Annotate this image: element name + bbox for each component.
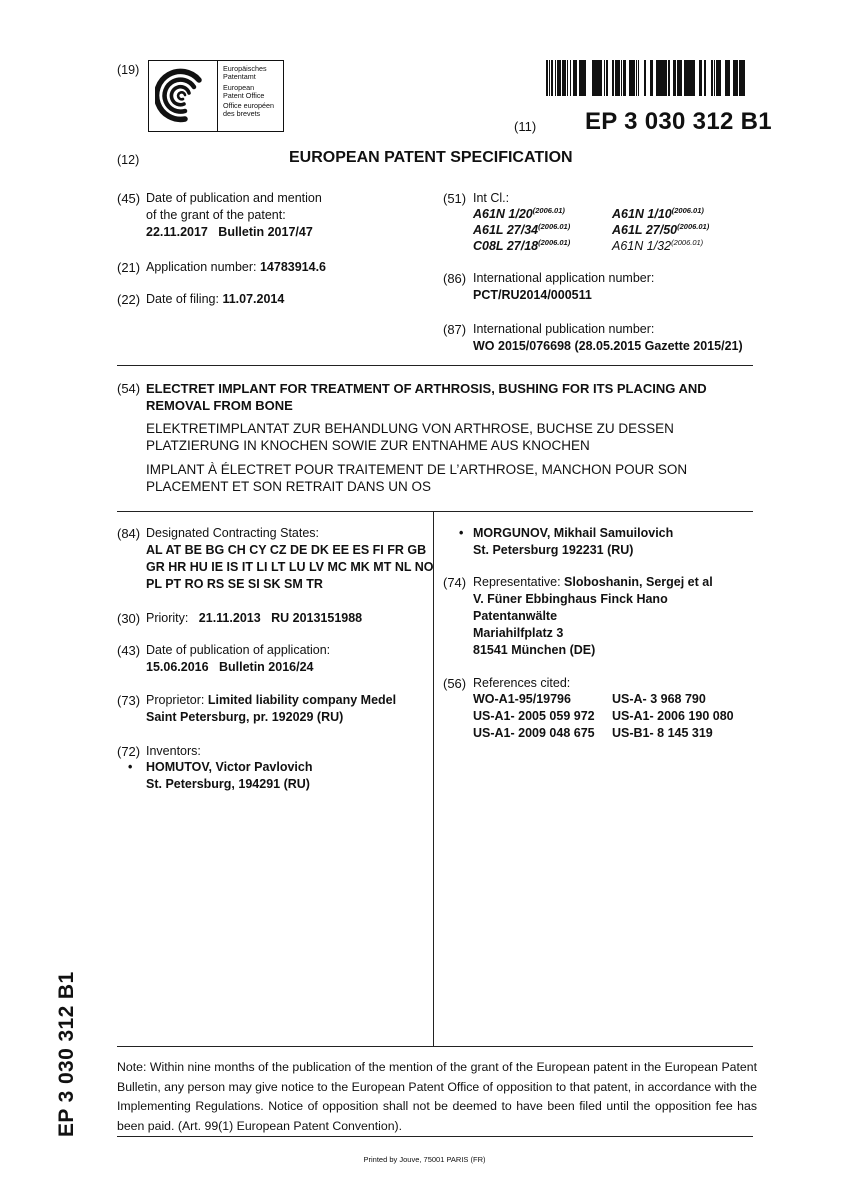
designated-states-label: Designated Contracting States: [146,526,320,540]
barcode-bar [634,60,635,96]
barcode-bar [736,60,737,96]
barcode-bar [636,60,637,96]
barcode-bar [733,60,734,96]
barcode-bar [686,60,687,96]
barcode-bar [737,60,738,96]
intl-publication-value: WO 2015/076698 (28.05.2015 Gazette 2015/21) [473,339,743,353]
reference-6: US-B1- 8 145 319 [612,726,713,740]
barcode-bar [664,60,666,96]
barcode-bar [632,60,634,96]
filing-date-field [146,291,284,308]
barcode-bar [662,60,664,96]
application-number-label: Application number: [146,260,257,274]
epo-logo-text [217,61,283,131]
barcode-bar [741,60,742,96]
barcode-bar [680,60,681,96]
barcode-bar [596,60,599,96]
representative-line-1: Sloboshanin, Sergej et al [564,575,713,589]
barcode-bar [565,60,566,96]
barcode-bar [599,60,601,96]
code-12: (12) [117,153,140,167]
barcode-bar [604,60,605,96]
barcode-bar [549,60,550,96]
priority-label: Priority: [146,611,189,625]
designated-states-line-2: GR HR HU IE IS IT LI LT LU LV MC MK MT NL NO [146,560,434,574]
barcode-bar [688,60,691,96]
barcode-bar [693,60,695,96]
priority-field [146,610,362,627]
opposition-note: Note: Within nine months of the publication of the mention of the grant of the European patent in the European Patent Bulletin, any person may give notice to the European Patent Office of opposition to that patent, in accordance with the Implementing Regulations. Notice of opposition shall not be deemed to have been filed until the opposition fee has been paid. (Art. 99(1) European Patent Convention). [117,1060,757,1133]
grant-label-1: Date of publication and mention [146,191,322,205]
barcode-bar [629,60,631,96]
barcode-bar [711,60,713,96]
barcode-bar [699,60,701,96]
filing-date-label: Date of filing: [146,292,219,306]
inventor-1-bullet: • [128,760,133,774]
title-fr-2: PLACEMENT ET SON RETRAIT DANS UN OS [146,479,432,494]
representative-line-5: 81541 München (DE) [473,643,596,657]
grant-label-2: of the grant of the patent: [146,208,286,222]
code-56: (56) [443,676,467,691]
barcode-bar [720,60,721,96]
int-cl-class-3: A61L $27/34^{(2006.01)}$ [473,222,571,237]
barcode-bar [661,60,662,96]
code-43: (43) [117,643,141,658]
proprietor-label: Proprietor: [146,693,205,707]
title-block [146,380,707,495]
code-51: (51) [443,191,467,206]
logo-text-fr-1: Office européen [223,101,275,111]
title-fr-1: IMPLANT À ÉLECTRET POUR TRAITEMENT DE L’ARTHROSE, MANCHON POUR SON [146,462,688,477]
reference-4: US-A1- 2006 190 080 [612,709,734,723]
code-19: (19) [117,63,140,77]
title-en-2: REMOVAL FROM BONE [146,398,293,413]
code-72: (72) [117,744,141,759]
logo-text-en-2: Patent Office [223,90,265,100]
barcode-bar [658,60,661,96]
barcode-bar [739,60,740,96]
document-type-title: EUROPEAN PATENT SPECIFICATION [289,149,573,166]
barcode-bar [579,60,580,96]
barcode-bar [669,60,670,96]
code-86: (86) [443,271,467,286]
representative-label: Representative: [473,575,561,589]
reference-3: US-A1- 2005 059 972 [473,709,595,723]
logo-text-fr-2: des brevets [223,109,261,119]
int-cl-class-1: A61N $1/20^{(2006.01)}$ [473,206,565,221]
barcode-bar [744,60,745,96]
barcode-bar [631,60,632,96]
barcode-bar [595,60,596,96]
grant-publication-field [146,190,322,241]
barcode-bar [725,60,726,96]
barcode-bar [674,60,676,96]
barcode-bar [679,60,680,96]
inventor-1-name: HOMUTOV, Victor Pavlovich [146,760,313,774]
proprietor-value-2: Saint Petersburg, pr. 192029 (RU) [146,710,344,724]
barcode-bar [692,60,693,96]
barcode-bar [678,60,679,96]
divider-bottom [117,1046,753,1047]
barcode-bar [742,60,744,96]
barcode-bar [613,60,614,96]
code-11: (11) [514,119,537,134]
printed-by: Printed by Jouve, 75001 PARIS (FR) [363,1155,486,1164]
barcode-bar [567,60,568,96]
code-74: (74) [443,575,467,590]
proprietor-field [146,692,396,726]
inventor-1 [146,759,313,793]
barcode-bar [687,60,688,96]
barcode-bar [583,60,584,96]
intl-application-field [473,270,654,304]
title-de-1: ELEKTRETIMPLANTAT ZUR BEHANDLUNG VON ARTHROSE, BUCHSE ZU DESSEN [146,421,674,436]
application-publication-label: Date of publication of application: [146,643,331,657]
barcode-bar [625,60,626,96]
barcode-bar [729,60,730,96]
code-84: (84) [117,526,141,541]
barcode-bar [701,60,702,96]
barcode-bar [718,60,720,96]
barcode-bar [684,60,686,96]
barcode-bar [612,60,613,96]
barcode-bar [621,60,622,96]
designated-states-line-3: PL PT RO RS SE SI SK SM TR [146,577,323,591]
code-73: (73) [117,693,141,708]
epo-logo [148,60,284,132]
barcode-bar [592,60,594,96]
application-publication-value: 15.06.2016 Bulletin 2016/24 [146,660,314,674]
barcode-bar [601,60,602,96]
barcode-bar [617,60,618,96]
reference-1: WO-A1-95/19796 [473,692,571,706]
proprietor-value-1: Limited liability company Medel [207,693,397,707]
logo-text-de-1: Europäisches [223,64,267,73]
intl-application-label: International application number: [473,271,655,285]
barcode-bar [666,60,667,96]
intl-publication-label: International publication number: [473,322,655,336]
barcode-bar [673,60,674,96]
application-number-field [146,259,326,276]
barcode-bar [681,60,682,96]
representative-line-4: Mariahilfplatz 3 [473,626,564,640]
inventor-2 [473,525,673,559]
barcode-bar [677,60,678,96]
barcode-bar [691,60,692,96]
barcode-bar [638,60,639,96]
barcode-bar [576,60,577,96]
inventor-1-address: St. Petersburg, 194291 (RU) [146,777,310,791]
barcode-bar [546,60,547,96]
barcode-bar [714,60,715,96]
barcode-bar [551,60,553,96]
barcode-bar [557,60,559,96]
barcode-bar [644,60,646,96]
barcode-bar [581,60,583,96]
title-en-1: ELECTRET IMPLANT FOR TREATMENT OF ARTHROSIS, BUSHING FOR ITS PLACING AND [146,381,707,396]
barcode-bar [650,60,653,96]
barcode-bar [575,60,576,96]
application-number-value: 14783914.6 [259,260,327,274]
barcode-bar [573,60,575,96]
publication-number: EP 3 030 312 B1 [585,108,772,135]
intl-publication-field [473,321,743,355]
code-87: (87) [443,322,467,337]
designated-states-line-1: AL AT BE BG CH CY CZ DE DK EE ES FI FR GB [146,543,427,557]
representative-line-3: Patentanwälte [473,609,558,623]
barcode-bar [562,60,563,96]
code-21: (21) [117,260,141,275]
code-30: (30) [117,611,141,626]
inventor-2-bullet: • [459,526,464,540]
logo-text-en-1: European [223,82,255,92]
int-cl-class-5: C08L $27/18^{(2006.01)}$ [473,238,571,253]
barcode-bar [563,60,565,96]
barcode-bar [555,60,556,96]
barcode-bar [559,60,561,96]
code-54: (54) [117,381,141,396]
barcode-bar [668,60,669,96]
barcode-bar [716,60,718,96]
barcode-bar [623,60,624,96]
barcode-bar [606,60,608,96]
barcode-bar [618,60,619,96]
barcode-bar [624,60,625,96]
int-cl-class-6: A61N $1/32^{(2006.01)}$ [612,238,704,253]
references-label: References cited: [473,676,571,690]
filing-date-value: 11.07.2014 [222,292,285,306]
barcode [545,60,748,96]
epo-logo-mark-icon [149,61,217,131]
barcode-bar [705,60,706,96]
representative-field [473,574,713,659]
barcode-bar [570,60,571,96]
inventor-2-name: MORGUNOV, Mikhail Samuilovich [473,526,674,540]
inventors-label: Inventors: [146,744,201,758]
divider-footer [117,1136,753,1137]
side-publication-number: EP 3 030 312 B1 [55,971,78,1137]
designated-states-field [146,525,433,593]
code-22: (22) [117,292,141,307]
barcode-bar [740,60,741,96]
barcode-bar [656,60,658,96]
reference-2: US-A- 3 968 790 [612,692,706,706]
int-cl-class-2: A61N $1/10^{(2006.01)}$ [612,206,704,221]
barcode-bar [726,60,728,96]
barcode-bar [704,60,705,96]
logo-text-de-2: Patentamt [223,72,256,82]
int-cl-class-4: A61L $27/50^{(2006.01)}$ [612,222,710,237]
barcode-bar [728,60,729,96]
code-45: (45) [117,191,141,206]
barcode-bar [580,60,581,96]
representative-line-2: V. Füner Ebbinghaus Finck Hano [473,592,668,606]
barcode-bar [615,60,617,96]
grant-date-value: 22.11.2017 Bulletin 2017/47 [146,225,313,239]
divider-middle [117,511,753,512]
barcode-bar [584,60,586,96]
barcode-bar [619,60,620,96]
inventor-2-address: St. Petersburg 192231 (RU) [473,543,634,557]
barcode-bar [735,60,736,96]
priority-value: 21.11.2013 RU 2013151988 [198,611,363,625]
barcode-bar [594,60,595,96]
barcode-bar [547,60,548,96]
application-publication-field [146,642,330,676]
divider-top [117,365,753,366]
reference-5: US-A1- 2009 048 675 [473,726,595,740]
barcode-bar [734,60,735,96]
intl-application-value: PCT/RU2014/000511 [473,288,592,302]
int-cl-label: Int Cl.: [473,191,510,205]
title-de-2: PLATZIERUNG IN KNOCHEN SOWIE ZUR ENTNAHME AUS KNOCHEN [146,438,590,453]
